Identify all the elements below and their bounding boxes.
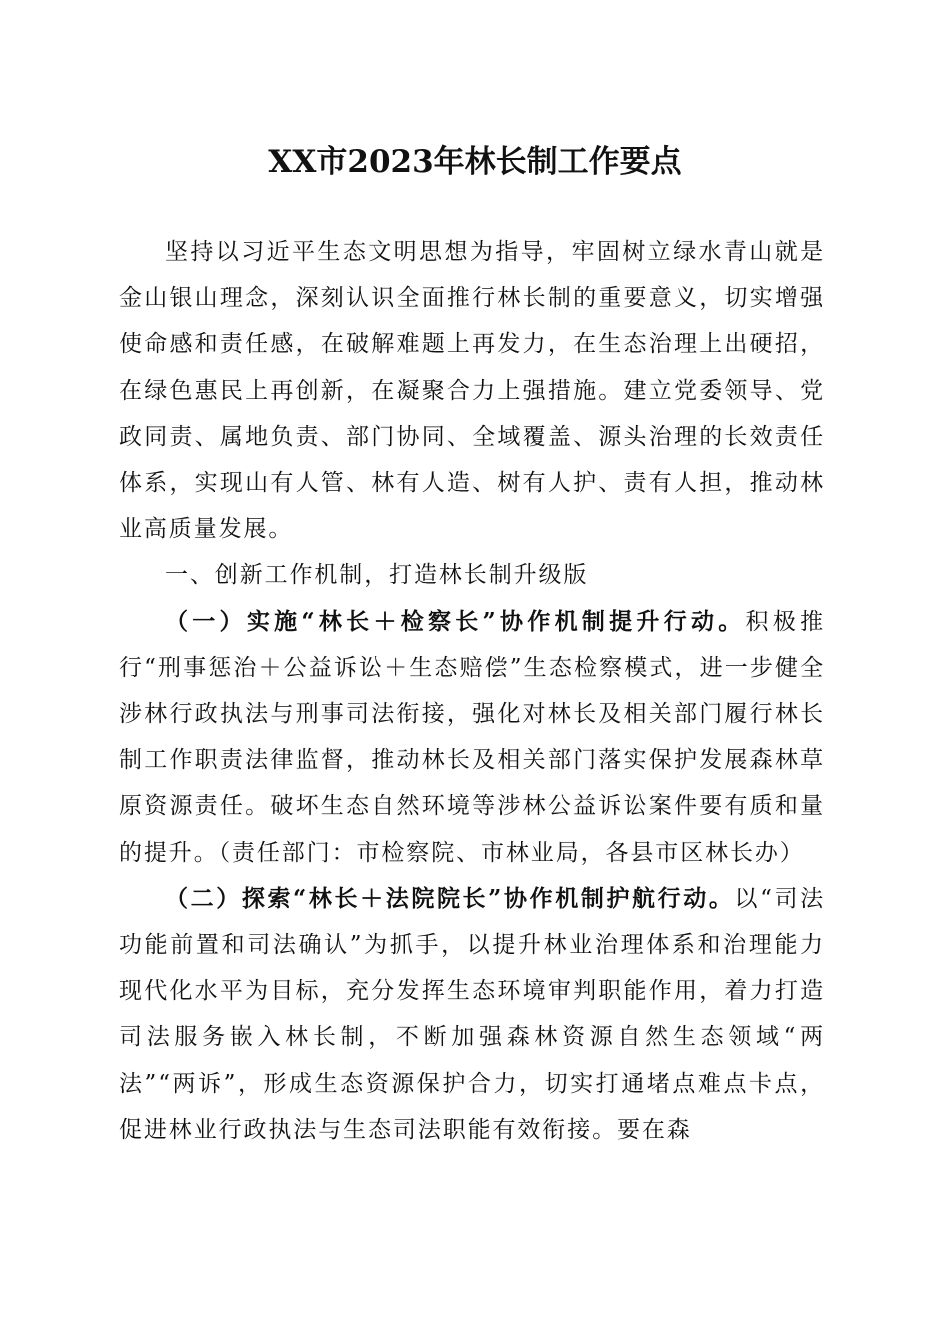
section-heading-1: 一、创新工作机制，打造林长制升级版 <box>165 562 589 589</box>
item-1-label: （一）实施“林长＋检察长”协作机制提升行动。 <box>165 607 746 635</box>
item-2-paragraph <box>119 876 825 1153</box>
document-body <box>119 229 825 1153</box>
item-2-text: 以“司法功能前置和司法确认”为抓手，以提升林业治理体系和治理能力现代化水平为目标，充分发挥生态环境审判职能作用，着力打造司法服务嵌入林长制，不断加强森林资源自然生态领域“两法”“两诉”，形成生态资源保护合力，切实打通堵点难点卡点，促进林业行政执法与生态司法职能有效衔接。要在森 <box>119 885 825 1143</box>
item-2-label: （二）探索“林长＋法院院长”协作机制护航行动。 <box>165 884 735 912</box>
item-1-text: 积极推行“刑事惩治＋公益诉讼＋生态赔偿”生态检察模式，进一步健全涉林行政执法与刑事司法衔接，强化对林长及相关部门履行林长制工作职责法律监督，推动林长及相关部门落实保护发展森林草原资源责任。破坏生态自然环境等涉林公益诉讼案件要有质和量的提升。（责任部门：市检察院、市林业局，各县市区林长办） <box>119 608 825 866</box>
intro-paragraph: 坚持以习近平生态文明思想为指导，牢固树立绿水青山就是金山银山理念，深刻认识全面推行林长制的重要意义，切实增强使命感和责任感，在破解难题上再发力，在生态治理上出硬招，在绿色惠民上再创新，在凝聚合力上强措施。建立党委领导、党政同责、属地负责、部门协同、全域覆盖、源头治理的长效责任体系，实现山有人管、林有人造、树有人护、责有人担，推动林业高质量发展。 <box>119 239 825 543</box>
item-1-paragraph <box>119 599 825 876</box>
document-title: XX市2023年林长制工作要点 <box>268 144 682 180</box>
